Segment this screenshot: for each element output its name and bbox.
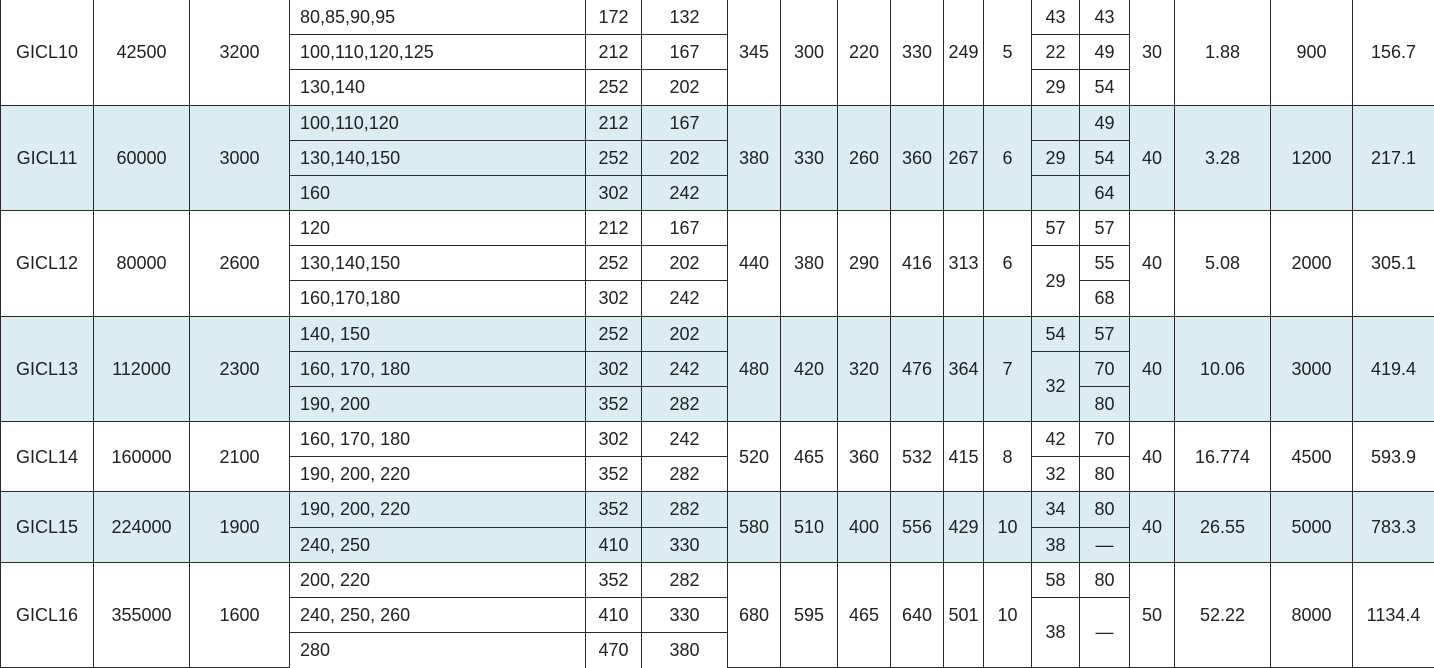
speed-cell: 1600 (190, 562, 290, 667)
length-l-cell: 352 (586, 562, 642, 597)
spec-value-cell: 900 (1271, 0, 1353, 105)
dimension-cell: 300 (781, 0, 838, 105)
dimension-c1-cell: 38 (1032, 597, 1080, 667)
dimension-cell: 8 (984, 422, 1032, 492)
length-l1-cell: 242 (642, 281, 728, 316)
length-l1-cell: 167 (642, 35, 728, 70)
dimension-c2-cell: — (1080, 597, 1130, 667)
length-l1-cell: 242 (642, 422, 728, 457)
length-l1-cell: 167 (642, 105, 728, 140)
dimension-c1-cell: 32 (1032, 457, 1080, 492)
speed-cell: 2300 (190, 316, 290, 422)
spec-value-cell: 8000 (1271, 562, 1353, 667)
model-cell: GICL15 (1, 492, 94, 562)
length-l1-cell: 132 (642, 0, 728, 35)
length-l-cell: 352 (586, 386, 642, 421)
dimension-cell: 10 (984, 562, 1032, 667)
spec-value-cell: 40 (1130, 316, 1175, 422)
length-l1-cell: 167 (642, 211, 728, 246)
dimension-c1-cell: 54 (1032, 316, 1080, 351)
dimension-c1-cell: 57 (1032, 211, 1080, 246)
dimension-cell: 476 (891, 316, 944, 422)
dimension-cell: 532 (891, 422, 944, 492)
dimension-cell: 440 (728, 211, 781, 317)
spec-value-cell: 3000 (1271, 316, 1353, 422)
dimension-cell: 7 (984, 316, 1032, 422)
dimension-cell: 380 (728, 105, 781, 211)
length-l1-cell: 282 (642, 457, 728, 492)
dimension-cell: 6 (984, 211, 1032, 317)
dimension-cell: 220 (838, 0, 891, 105)
bore-diameter-cell: 190, 200 (290, 386, 586, 421)
bore-diameter-cell: 80,85,90,95 (290, 0, 586, 35)
bore-diameter-cell: 160, 170, 180 (290, 422, 586, 457)
table-row (1, 422, 1434, 457)
speed-cell: 2100 (190, 422, 290, 492)
dimension-c2-cell: 49 (1080, 35, 1130, 70)
dimension-c2-cell: 80 (1080, 386, 1130, 421)
length-l1-cell: 202 (642, 140, 728, 175)
dimension-cell: 360 (891, 105, 944, 211)
dimension-c1-cell: 38 (1032, 527, 1080, 562)
length-l1-cell: 282 (642, 386, 728, 421)
dimension-c1-cell (1032, 105, 1080, 140)
spec-value-cell: 1134.4 (1353, 562, 1434, 667)
bore-diameter-cell: 100,110,120 (290, 105, 586, 140)
dimension-c1-cell: 42 (1032, 422, 1080, 457)
dimension-c2-cell: 57 (1080, 211, 1130, 246)
spec-value-cell: 419.4 (1353, 316, 1434, 422)
table-row (1, 492, 1434, 527)
dimension-cell: 400 (838, 492, 891, 562)
length-l-cell: 470 (586, 633, 642, 668)
bore-diameter-cell: 240, 250, 260 (290, 597, 586, 632)
dimension-c1-cell (1032, 175, 1080, 210)
spec-value-cell: 40 (1130, 492, 1175, 562)
table-row (1, 211, 1434, 246)
dimension-c2-cell: — (1080, 527, 1130, 562)
spec-value-cell: 40 (1130, 422, 1175, 492)
dimension-cell: 465 (838, 562, 891, 667)
spec-value-cell: 40 (1130, 105, 1175, 211)
dimension-c2-cell: 68 (1080, 281, 1130, 316)
dimension-c2-cell: 54 (1080, 140, 1130, 175)
speed-cell: 1900 (190, 492, 290, 562)
bore-diameter-cell: 240, 250 (290, 527, 586, 562)
length-l-cell: 172 (586, 0, 642, 35)
spec-value-cell: 16.774 (1175, 422, 1271, 492)
spec-value-cell: 3.28 (1175, 105, 1271, 211)
bore-diameter-cell: 130,140,150 (290, 140, 586, 175)
table-row (1, 105, 1434, 140)
spec-value-cell: 1.88 (1175, 0, 1271, 105)
bore-diameter-cell: 140, 150 (290, 316, 586, 351)
length-l1-cell: 282 (642, 562, 728, 597)
length-l1-cell: 242 (642, 351, 728, 386)
dimension-c2-cell: 64 (1080, 175, 1130, 210)
length-l-cell: 252 (586, 246, 642, 281)
dimension-c2-cell: 57 (1080, 316, 1130, 351)
dimension-cell: 556 (891, 492, 944, 562)
dimension-cell: 580 (728, 492, 781, 562)
dimension-cell: 480 (728, 316, 781, 422)
dimension-c2-cell: 80 (1080, 492, 1130, 527)
torque-cell: 60000 (94, 105, 190, 211)
dimension-cell: 330 (781, 105, 838, 211)
torque-cell: 80000 (94, 211, 190, 317)
dimension-c1-cell: 29 (1032, 70, 1080, 105)
length-l-cell: 302 (586, 422, 642, 457)
length-l-cell: 252 (586, 316, 642, 351)
length-l-cell: 302 (586, 281, 642, 316)
length-l-cell: 252 (586, 140, 642, 175)
spec-value-cell: 593.9 (1353, 422, 1434, 492)
dimension-c1-cell: 32 (1032, 351, 1080, 421)
bore-diameter-cell: 160, 170, 180 (290, 351, 586, 386)
dimension-cell: 320 (838, 316, 891, 422)
dimension-c1-cell: 43 (1032, 0, 1080, 35)
spec-value-cell: 217.1 (1353, 105, 1434, 211)
model-cell: GICL16 (1, 562, 94, 667)
dimension-c2-cell: 80 (1080, 562, 1130, 597)
dimension-cell: 260 (838, 105, 891, 211)
dimension-c2-cell: 80 (1080, 457, 1130, 492)
dimension-cell: 415 (944, 422, 984, 492)
length-l1-cell: 330 (642, 597, 728, 632)
speed-cell: 3200 (190, 0, 290, 105)
model-cell: GICL13 (1, 316, 94, 422)
length-l1-cell: 380 (642, 633, 728, 668)
dimension-cell: 380 (781, 211, 838, 317)
dimension-cell: 680 (728, 562, 781, 667)
dimension-c2-cell: 70 (1080, 351, 1130, 386)
spec-value-cell: 5000 (1271, 492, 1353, 562)
dimension-cell: 360 (838, 422, 891, 492)
length-l-cell: 352 (586, 492, 642, 527)
length-l-cell: 212 (586, 211, 642, 246)
speed-cell: 2600 (190, 211, 290, 317)
torque-cell: 160000 (94, 422, 190, 492)
length-l1-cell: 202 (642, 70, 728, 105)
dimension-c2-cell: 70 (1080, 422, 1130, 457)
length-l1-cell: 242 (642, 175, 728, 210)
spec-value-cell: 30 (1130, 0, 1175, 105)
bore-diameter-cell: 190, 200, 220 (290, 492, 586, 527)
dimension-cell: 595 (781, 562, 838, 667)
dimension-cell: 267 (944, 105, 984, 211)
spec-value-cell: 783.3 (1353, 492, 1434, 562)
spec-value-cell: 4500 (1271, 422, 1353, 492)
bore-diameter-cell: 190, 200, 220 (290, 457, 586, 492)
spec-value-cell: 52.22 (1175, 562, 1271, 667)
length-l1-cell: 330 (642, 527, 728, 562)
spec-value-cell: 10.06 (1175, 316, 1271, 422)
model-cell: GICL10 (1, 0, 94, 105)
length-l1-cell: 202 (642, 316, 728, 351)
dimension-cell: 345 (728, 0, 781, 105)
table-row (1, 562, 1434, 597)
spec-value-cell: 26.55 (1175, 492, 1271, 562)
dimension-c1-cell: 29 (1032, 140, 1080, 175)
dimension-c2-cell: 49 (1080, 105, 1130, 140)
length-l1-cell: 282 (642, 492, 728, 527)
dimension-cell: 10 (984, 492, 1032, 562)
dimension-cell: 290 (838, 211, 891, 317)
bore-diameter-cell: 130,140,150 (290, 246, 586, 281)
bore-diameter-cell: 160 (290, 175, 586, 210)
length-l-cell: 410 (586, 527, 642, 562)
length-l-cell: 212 (586, 105, 642, 140)
dimension-cell: 5 (984, 0, 1032, 105)
model-cell: GICL12 (1, 211, 94, 317)
torque-cell: 42500 (94, 0, 190, 105)
length-l1-cell: 202 (642, 246, 728, 281)
spec-value-cell: 305.1 (1353, 211, 1434, 317)
dimension-c2-cell: 43 (1080, 0, 1130, 35)
length-l-cell: 212 (586, 35, 642, 70)
dimension-cell: 416 (891, 211, 944, 317)
dimension-c1-cell: 22 (1032, 35, 1080, 70)
dimension-cell: 465 (781, 422, 838, 492)
torque-cell: 355000 (94, 562, 190, 667)
dimension-cell: 429 (944, 492, 984, 562)
dimension-cell: 364 (944, 316, 984, 422)
length-l-cell: 302 (586, 175, 642, 210)
length-l-cell: 302 (586, 351, 642, 386)
dimension-c2-cell: 54 (1080, 70, 1130, 105)
dimension-cell: 501 (944, 562, 984, 667)
table-row (1, 316, 1434, 351)
length-l-cell: 252 (586, 70, 642, 105)
dimension-c1-cell: 34 (1032, 492, 1080, 527)
dimension-cell: 330 (891, 0, 944, 105)
dimension-cell: 6 (984, 105, 1032, 211)
dimension-cell: 249 (944, 0, 984, 105)
spec-value-cell: 156.7 (1353, 0, 1434, 105)
dimension-cell: 313 (944, 211, 984, 317)
dimension-cell: 520 (728, 422, 781, 492)
length-l-cell: 410 (586, 597, 642, 632)
table-row (1, 0, 1434, 35)
model-cell: GICL11 (1, 105, 94, 211)
bore-diameter-cell: 120 (290, 211, 586, 246)
bore-diameter-cell: 200, 220 (290, 562, 586, 597)
dimension-c2-cell: 55 (1080, 246, 1130, 281)
speed-cell: 3000 (190, 105, 290, 211)
length-l-cell: 352 (586, 457, 642, 492)
spec-value-cell: 1200 (1271, 105, 1353, 211)
bore-diameter-cell: 160,170,180 (290, 281, 586, 316)
dimension-c1-cell: 29 (1032, 246, 1080, 316)
dimension-c1-cell: 58 (1032, 562, 1080, 597)
spec-value-cell: 40 (1130, 211, 1175, 317)
bore-diameter-cell: 130,140 (290, 70, 586, 105)
spec-value-cell: 50 (1130, 562, 1175, 667)
dimension-cell: 510 (781, 492, 838, 562)
spec-value-cell: 5.08 (1175, 211, 1271, 317)
torque-cell: 224000 (94, 492, 190, 562)
model-cell: GICL14 (1, 422, 94, 492)
torque-cell: 112000 (94, 316, 190, 422)
bore-diameter-cell: 100,110,120,125 (290, 35, 586, 70)
dimension-cell: 420 (781, 316, 838, 422)
dimension-cell: 640 (891, 562, 944, 667)
spec-value-cell: 2000 (1271, 211, 1353, 317)
bore-diameter-cell: 280 (290, 633, 586, 668)
